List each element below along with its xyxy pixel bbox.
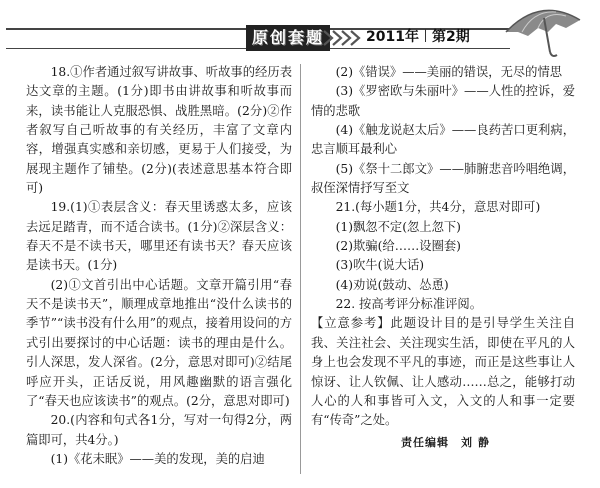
essay-guidance: 【立意参考】此题设计目的是引导学生关注自我、关注社会、关注现实生活，即使在平凡的人身上也会发现不平凡的事迹，而正是这些事让人惊讶、让人钦佩、让人感动……总之，能够打动人心的人和事皆可入文，入文的人和事一定要有“传奇”之处。	[311, 316, 575, 428]
answer-paragraph: (1)《花未眠》——美的发现，美的启迪	[50, 451, 265, 466]
answer-paragraph: 21.(每小题1分，共4分，意思对即可)	[335, 200, 541, 215]
answer-paragraph: (3)吹牛(说大话)	[335, 258, 425, 273]
answer-paragraph: 20.(内容和句式各1分，写对一句得2分，两篇即可，共4分。)	[26, 413, 292, 447]
editor-credit	[401, 434, 495, 450]
column-divider	[300, 64, 301, 474]
answer-column-right	[311, 63, 575, 431]
chevron-right-icon	[322, 28, 362, 48]
answer-paragraph: (3)《罗密欧与朱丽叶》——人性的控诉，爱情的悲歌	[311, 84, 575, 118]
editor-name: 刘静	[461, 436, 495, 449]
editor-label: 责任编辑	[401, 436, 449, 449]
issue-year: 2011年	[366, 29, 419, 45]
umbrella-icon	[500, 2, 586, 60]
issue-info	[366, 26, 470, 48]
answer-paragraph: (2)欺骗(给……设圈套)	[335, 239, 461, 254]
page-header	[0, 0, 600, 62]
answer-paragraph: (4)劝说(鼓动、怂恿)	[335, 277, 449, 292]
section-title: 原创套题	[246, 25, 330, 51]
answer-paragraph: 18.①作者通过叙写讲故事、听故事的经历表达文章的主题。(1分)即书由讲故事和听故事而来，读书能让人克服恐惧、战胜黑暗。(2分)②作者叙写自己听故事的有关经历，丰富了文章内容，增强真实感和亲切感，更易于人们接受，为展现主题作了铺垫。(2分)(表述意思基本符合即可)	[26, 65, 292, 196]
answer-paragraph: 22. 按高考评分标准评阅。	[335, 297, 483, 312]
answer-paragraph: 19.(1)①表层含义：春天里诱惑太多，应该去远足踏青，而不适合读书。(1分)②深层含义：春天不是不读书天，哪里还有读书天？春天应该是读书天。(1分)	[26, 200, 292, 273]
answer-paragraph: (2)①文首引出中心话题。文章开篇引用“春天不是读书天”，顺理成章地推出“没什么读书的季节”“读书没有什么用”的观点，接着用设问的方式引出要探讨的中心话题：读书的理由是什么。引人深思，发人深省。(2分，意思对即可)②结尾呼应开头，正话反说，用风趣幽默的语言强化了“春天也应该读书”的观点。(2分，意思对即可)	[26, 277, 292, 408]
answer-paragraph: (2)《错误》——美丽的错误，无尽的情思	[335, 65, 563, 79]
answer-paragraph: (1)飘忽不定(忽上忽下)	[335, 219, 461, 234]
issue-number: 第2期	[431, 29, 470, 45]
answer-column-left	[26, 63, 292, 469]
answer-paragraph: (4)《触龙说赵太后》——良药苦口更利病，忠言顺耳最利心	[311, 123, 575, 157]
answer-paragraph: (5)《祭十二郎文》——肺腑悲音吟唱绝调，叔侄深情抒写至文	[311, 161, 575, 196]
